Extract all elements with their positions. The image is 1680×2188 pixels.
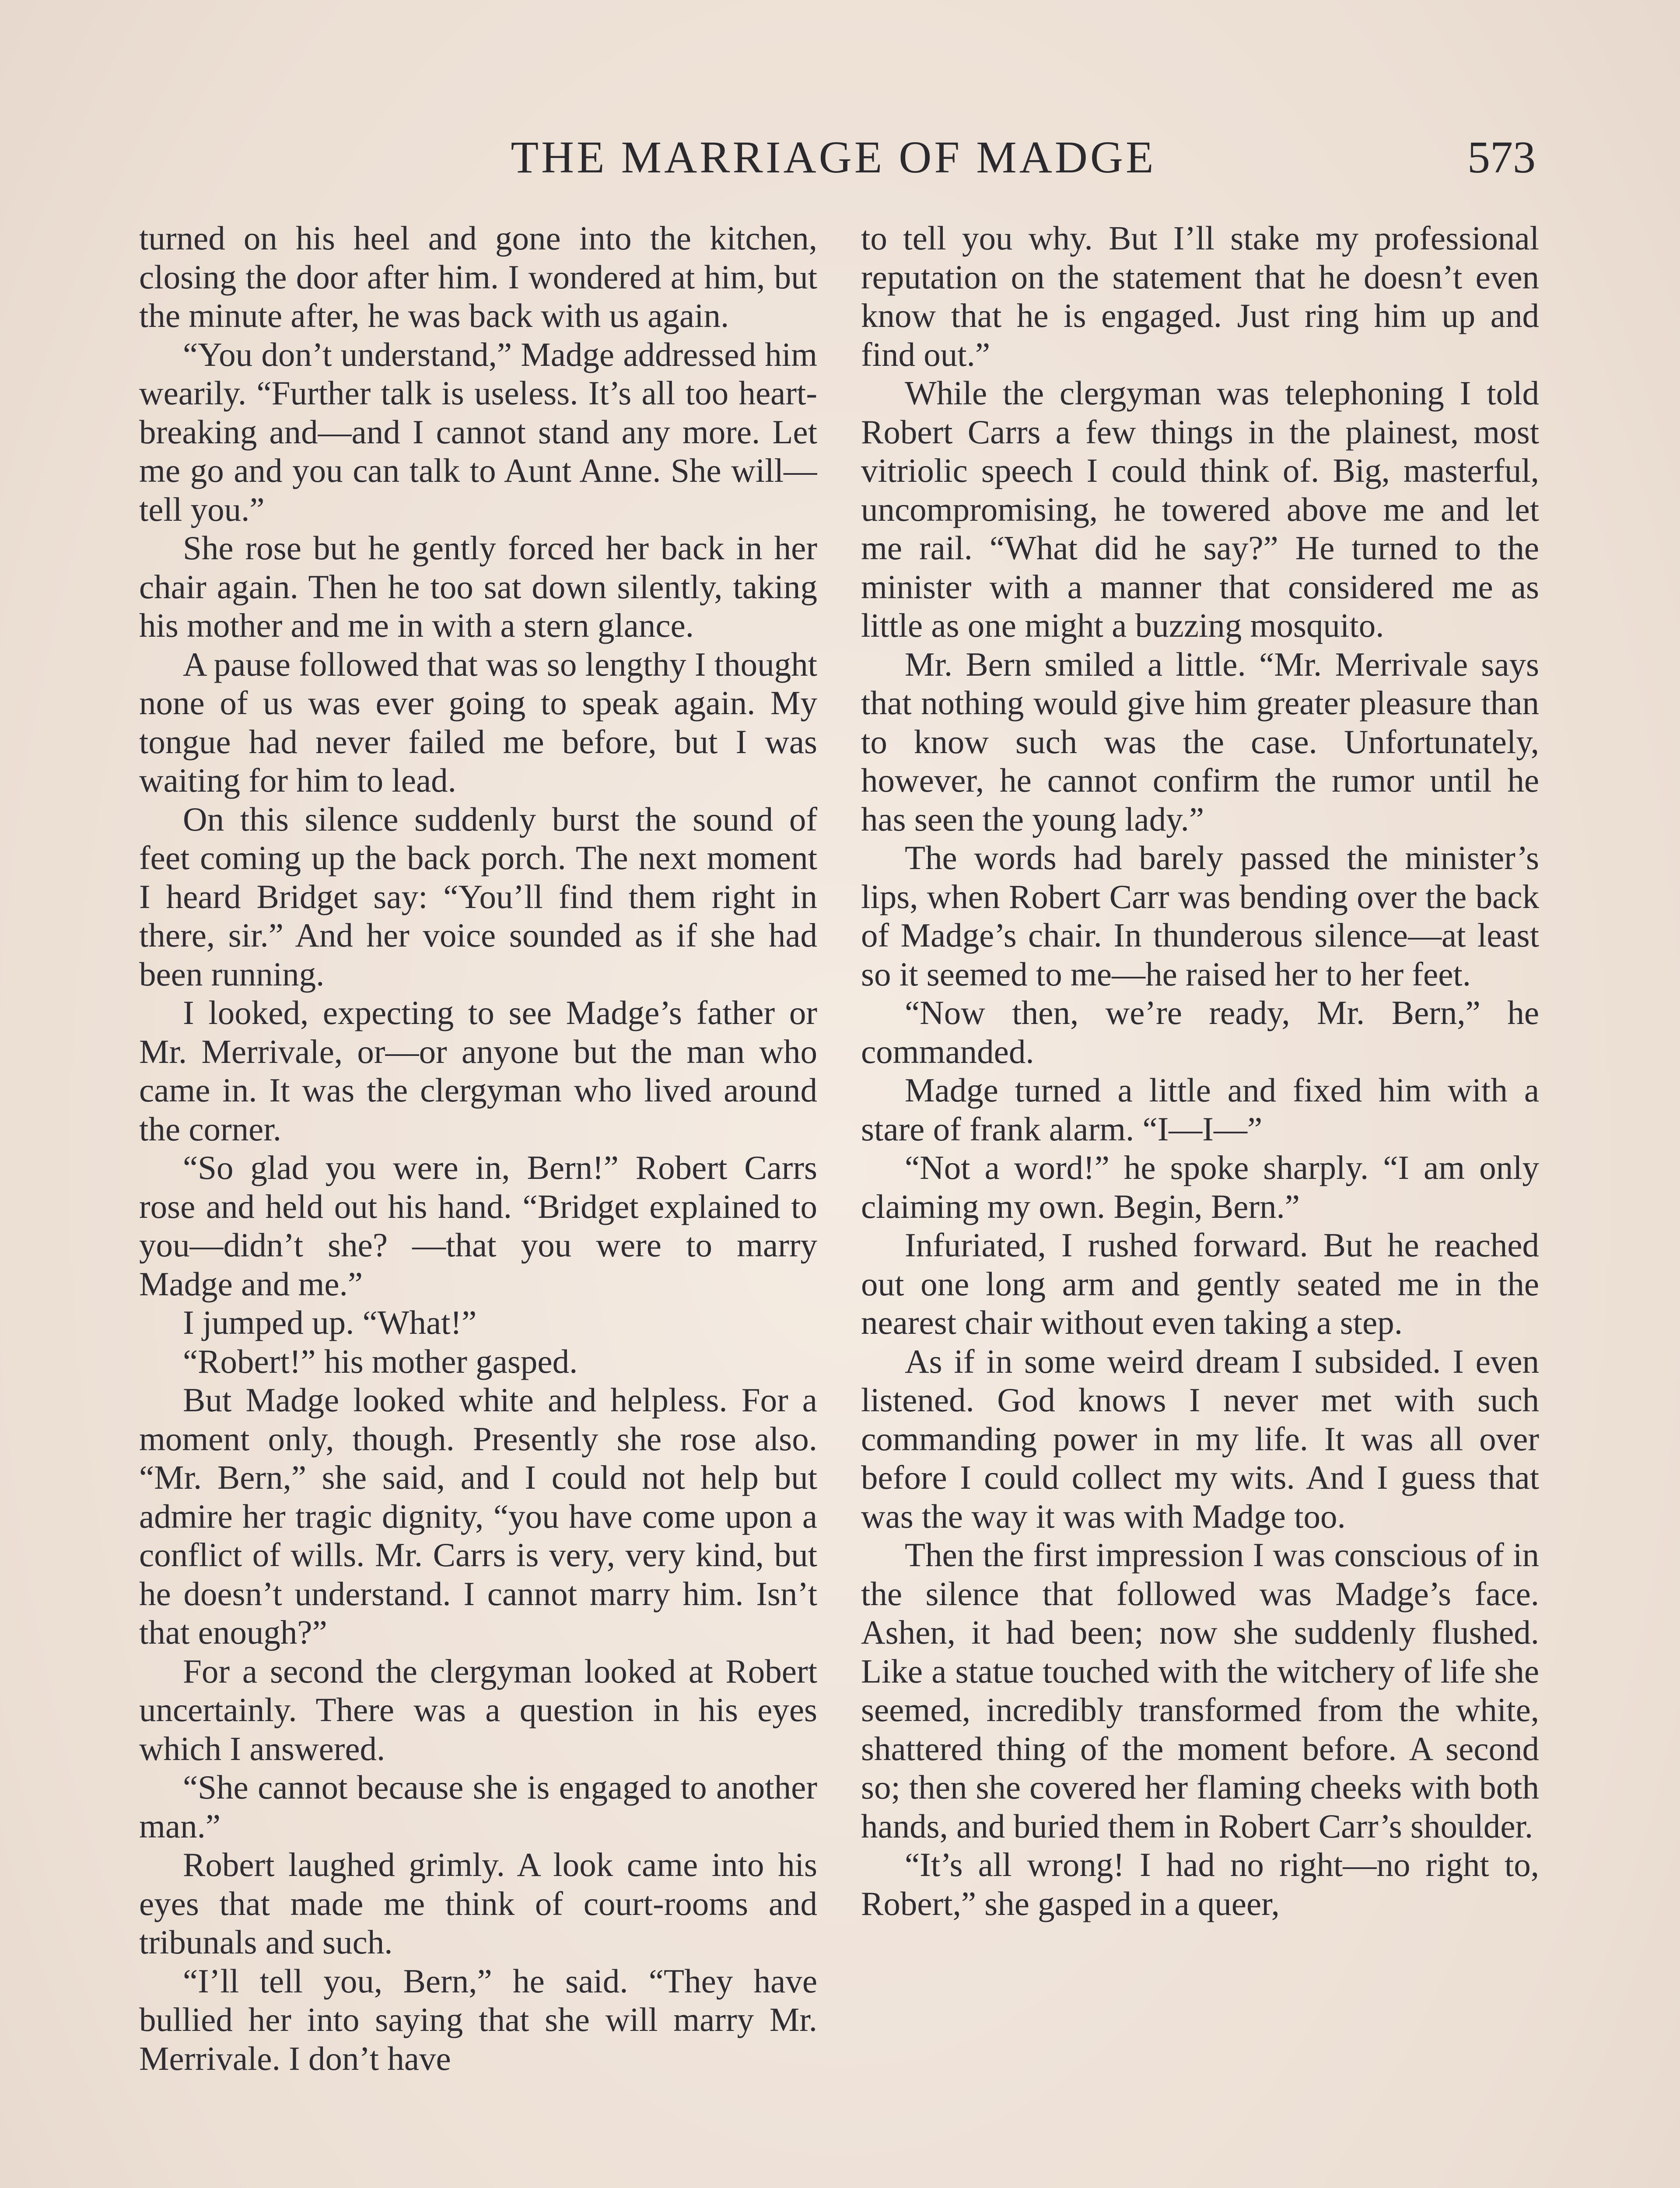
paragraph: “She cannot because she is engaged to another man.” [139,1768,817,1845]
paragraph: “Robert!” his mother gasped. [183,1342,578,1380]
paragraph: For a second the clergyman looked at Robert uncertainly. There was a question in his eyes which I answered. [139,1652,817,1767]
page-number: 573 [1467,132,1536,182]
paragraph: Madge turned a little and fixed him with a stare of frank alarm. “I—I—” [861,1071,1539,1148]
paragraph: But Madge looked white and helpless. For a moment only, though. Presently she rose also. “Mr. Bern,” she said, and I could not help but admire her tragic dignity, “you have come upon a conflict of wills. Mr. Carrs is very, very kind, but he doesn’t understand. I cannot marry him. Isn’t that enough?” [139,1381,817,1651]
paragraph: “It’s all wrong! I had no right—no right to, Robert,” she gasped in a queer, [861,1846,1539,1922]
left-text-column [139,219,817,2188]
paragraph: “Not a word!” he spoke sharply. “I am only claiming my own. Begin, Bern.” [861,1149,1539,1225]
paragraph: While the clergyman was telephoning I told Robert Carrs a few things in the plainest, most vitriolic speech I could think of. Big, masterful, uncompromising, he towered above me and let me rail. “What did he say?” He turned to the minister with a manner that considered me as little as one might a buzzing mosquito. [861,374,1539,644]
paragraph: “You don’t understand,” Madge addressed him wearily. “Further talk is useless. It’s all too heart-breaking and—and I cannot stand any more. Let me go and you can talk to Aunt Anne. She will—tell you.” [139,335,817,528]
paragraph: Mr. Bern smiled a little. “Mr. Merrivale says that nothing would give him greater pleasure than to know such was the case. Unfortunately, however, he cannot confirm the rumor until he has seen the young lady.” [861,645,1539,838]
paragraph: turned on his heel and gone into the kitchen, closing the door after him. I wondered at him, but the minute after, he was back with us again. [139,219,817,334]
paragraph: Robert laughed grimly. A look came into his eyes that made me think of court-rooms and tribunals and such. [139,1846,817,1961]
paragraph: “So glad you were in, Bern!” Robert Carrs rose and held out his hand. “Bridget explained to you—didn’t she? —that you were to marry Madge and me.” [139,1149,817,1303]
paragraph: “I’ll tell you, Bern,” he said. “They have bullied her into saying that she will marry Mr. Merrivale. I don’t have [139,1962,817,2077]
running-head [131,127,1536,188]
right-text-column [861,219,1539,2188]
paragraph: A pause followed that was so lengthy I thought none of us was ever going to speak again. My tongue had never failed me before, but I was waiting for him to lead. [139,645,817,799]
running-title: THE MARRIAGE OF MADGE [511,132,1156,182]
paragraph: to tell you why. But I’ll stake my professional reputation on the statement that he doesn’t even know that he is engaged. Just ring him up and find out.” [861,219,1539,373]
paragraph: Then the first impression I was conscious of in the silence that followed was Madge’s face. Ashen, it had been; now she suddenly flushed. Like a statue touched with the witchery of life she seemed, incredibly transformed from the white, shattered thing of the moment before. A second so; then she covered her flaming cheeks with both hands, and buried them in Robert Carr’s shoulder. [861,1536,1539,1845]
paragraph: The words had barely passed the minister’s lips, when Robert Carr was bending over the back of Madge’s chair. In thunderous silence—at least so it seemed to me—he raised her to her feet. [861,839,1539,993]
paragraph: Infuriated, I rushed forward. But he reached out one long arm and gently seated me in the nearest chair without even taking a step. [861,1226,1539,1341]
paragraph: “Now then, we’re ready, Mr. Bern,” he commanded. [861,994,1539,1070]
paragraph: She rose but he gently forced her back in her chair again. Then he too sat down silently, taking his mother and me in with a stern glance. [139,529,817,644]
paragraph: I looked, expecting to see Madge’s father or Mr. Merrivale, or—or anyone but the man who came in. It was the clergyman who lived around the corner. [139,994,817,1148]
paragraph: I jumped up. “What!” [183,1304,477,1341]
paragraph: As if in some weird dream I subsided. I even listened. God knows I never met with such commanding power in my life. It was all over before I could collect my wits. And I guess that was the way it was with Madge too. [861,1342,1539,1535]
paragraph: On this silence suddenly burst the sound of feet coming up the back porch. The next moment I heard Bridget say: “You’ll find them right in there, sir.” And her voice sounded as if she had been running. [139,800,817,993]
